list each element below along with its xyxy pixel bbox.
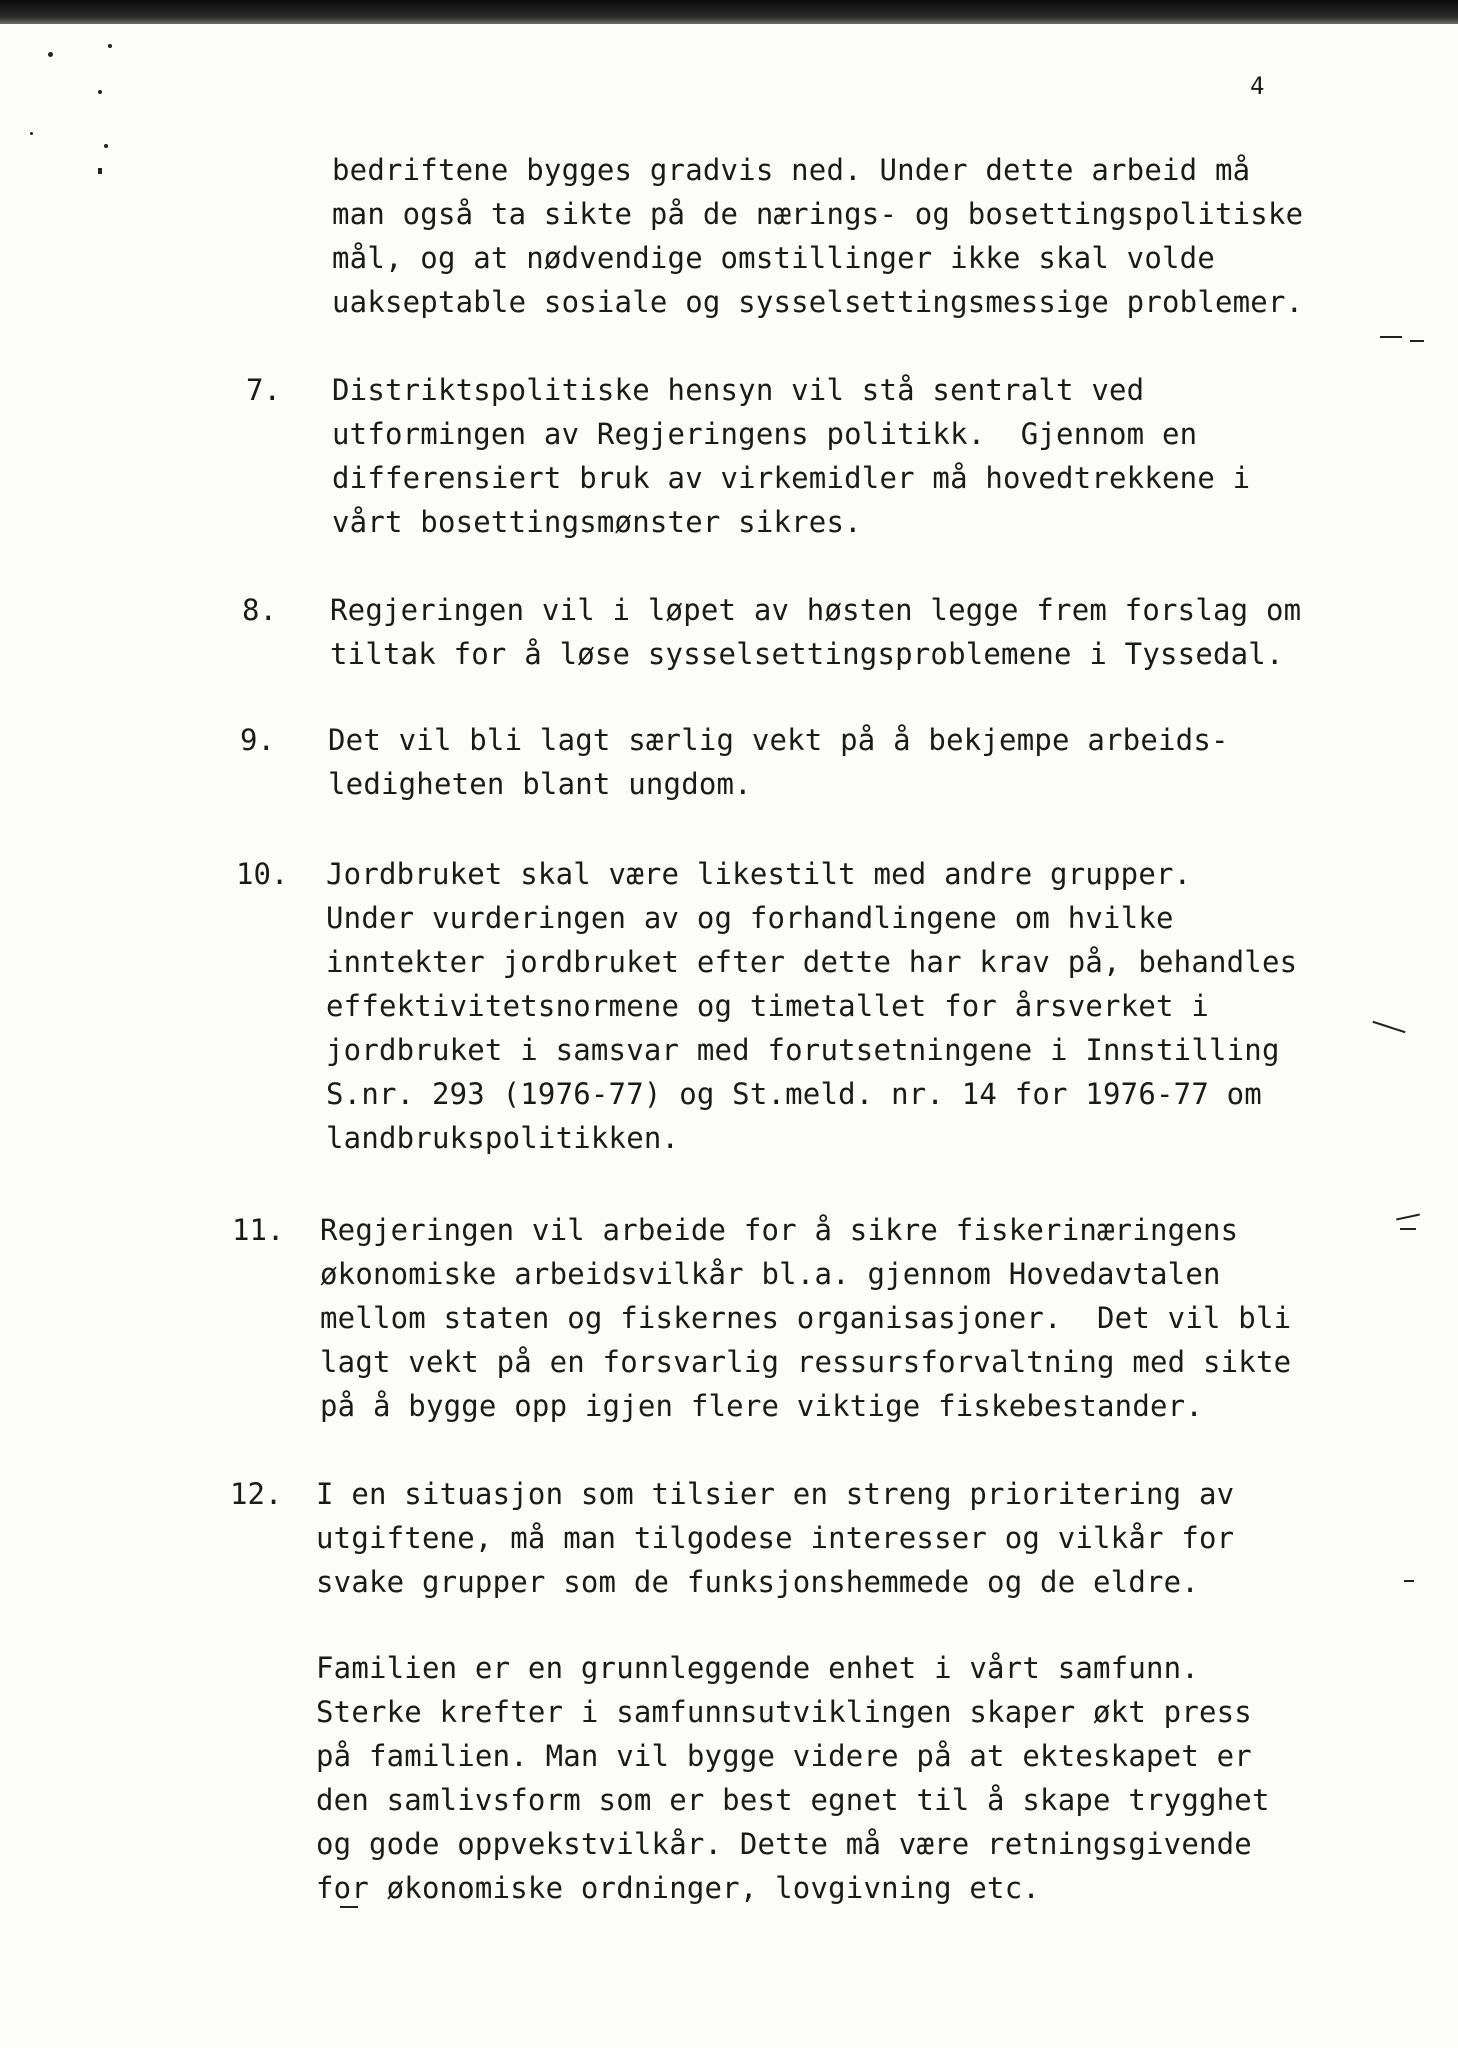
text-line: økonomiske arbeidsvilkår bl.a. gjennom Hovedavtalen (320, 1257, 1221, 1291)
text-line: ledigheten blant ungdom. (328, 767, 752, 801)
text-line: landbrukspolitikken. (326, 1121, 680, 1155)
scan-speck (98, 90, 102, 94)
text-line: og gode oppvekstvilkår. Dette må være retningsgivende (316, 1827, 1252, 1861)
text-line: tiltak for å løse sysselsettingsproblemene i Tyssedal. (330, 637, 1284, 671)
scan-dash (1410, 340, 1424, 342)
text-line: man også ta sikte på de nærings- og bosettingspolitiske (332, 197, 1304, 231)
text-line: inntekter jordbruket efter dette har krav på, behandles (326, 945, 1298, 979)
text-line: effektivitetsnormene og timetallet for årsverket i (326, 989, 1209, 1023)
text-line: Det vil bli lagt særlig vekt på å bekjempe arbeids- (328, 723, 1229, 757)
scan-dash (1380, 336, 1402, 338)
text-line: utgiftene, må man tilgodese interesser og vilkår for (316, 1521, 1235, 1555)
text-line: på å bygge opp igjen flere viktige fiskebestander. (320, 1389, 1203, 1423)
scan-edge (0, 0, 1458, 24)
scan-dash (1404, 1580, 1414, 1582)
text-line: mål, og at nødvendige omstillinger ikke skal volde (332, 241, 1215, 275)
item-number: 9. (240, 723, 275, 757)
item-number: 7. (246, 373, 281, 407)
item-number: 12. (230, 1477, 283, 1511)
text-line: I en situasjon som tilsier en streng prioritering av (316, 1477, 1235, 1511)
text-line: Regjeringen vil arbeide for å sikre fiskerinæringens (320, 1213, 1239, 1247)
item-number: 10. (236, 857, 289, 891)
item-number: 11. (232, 1213, 285, 1247)
page-number: 4 (1250, 72, 1265, 100)
scan-speck (108, 44, 112, 48)
text-line: Familien er en grunnleggende enhet i vårt samfunn. (316, 1651, 1199, 1685)
scan-speck (48, 52, 53, 57)
scan-speck (104, 144, 108, 148)
text-line: uakseptable sosiale og sysselsettingsmessige problemer. (332, 285, 1304, 319)
text-line: utformingen av Regjeringens politikk. Gjennom en (332, 417, 1198, 451)
text-line: Sterke krefter i samfunnsutviklingen skaper økt press (316, 1695, 1252, 1729)
text-line: Jordbruket skal være likestilt med andre grupper. (326, 857, 1192, 891)
scan-speck (98, 168, 102, 174)
text-line: Under vurderingen av og forhandlingene om hvilke (326, 901, 1174, 935)
text-line: for økonomiske ordninger, lovgivning etc. (316, 1871, 1041, 1905)
scan-dash (1400, 1228, 1416, 1230)
text-line: mellom staten og fiskernes organisasjoner. Det vil bli (320, 1301, 1292, 1335)
text-line: vårt bosettingsmønster sikres. (332, 505, 862, 539)
text-line: svake grupper som de funksjonshemmede og de eldre. (316, 1565, 1199, 1599)
text-line: S.nr. 293 (1976-77) og St.meld. nr. 14 for 1976-77 om (326, 1077, 1262, 1111)
text-line: lagt vekt på en forsvarlig ressursforvaltning med sikte (320, 1345, 1292, 1379)
item-number: 8. (242, 593, 277, 627)
text-line: bedriftene bygges gradvis ned. Under dette arbeid må (332, 153, 1251, 187)
scan-speck (30, 132, 33, 135)
text-line: jordbruket i samsvar med forutsetningene i Innstilling (326, 1033, 1280, 1067)
text-line: Distriktspolitiske hensyn vil stå sentralt ved (332, 373, 1145, 407)
scan-dash (1396, 1214, 1420, 1221)
text-line: på familien. Man vil bygge videre på at ekteskapet er (316, 1739, 1252, 1773)
text-line: Regjeringen vil i løpet av høsten legge frem forslag om (330, 593, 1302, 627)
scan-dash (1373, 1021, 1406, 1033)
text-line: differensiert bruk av virkemidler må hovedtrekkene i (332, 461, 1251, 495)
text-line: den samlivsform som er best egnet til å skape trygghet (316, 1783, 1270, 1817)
